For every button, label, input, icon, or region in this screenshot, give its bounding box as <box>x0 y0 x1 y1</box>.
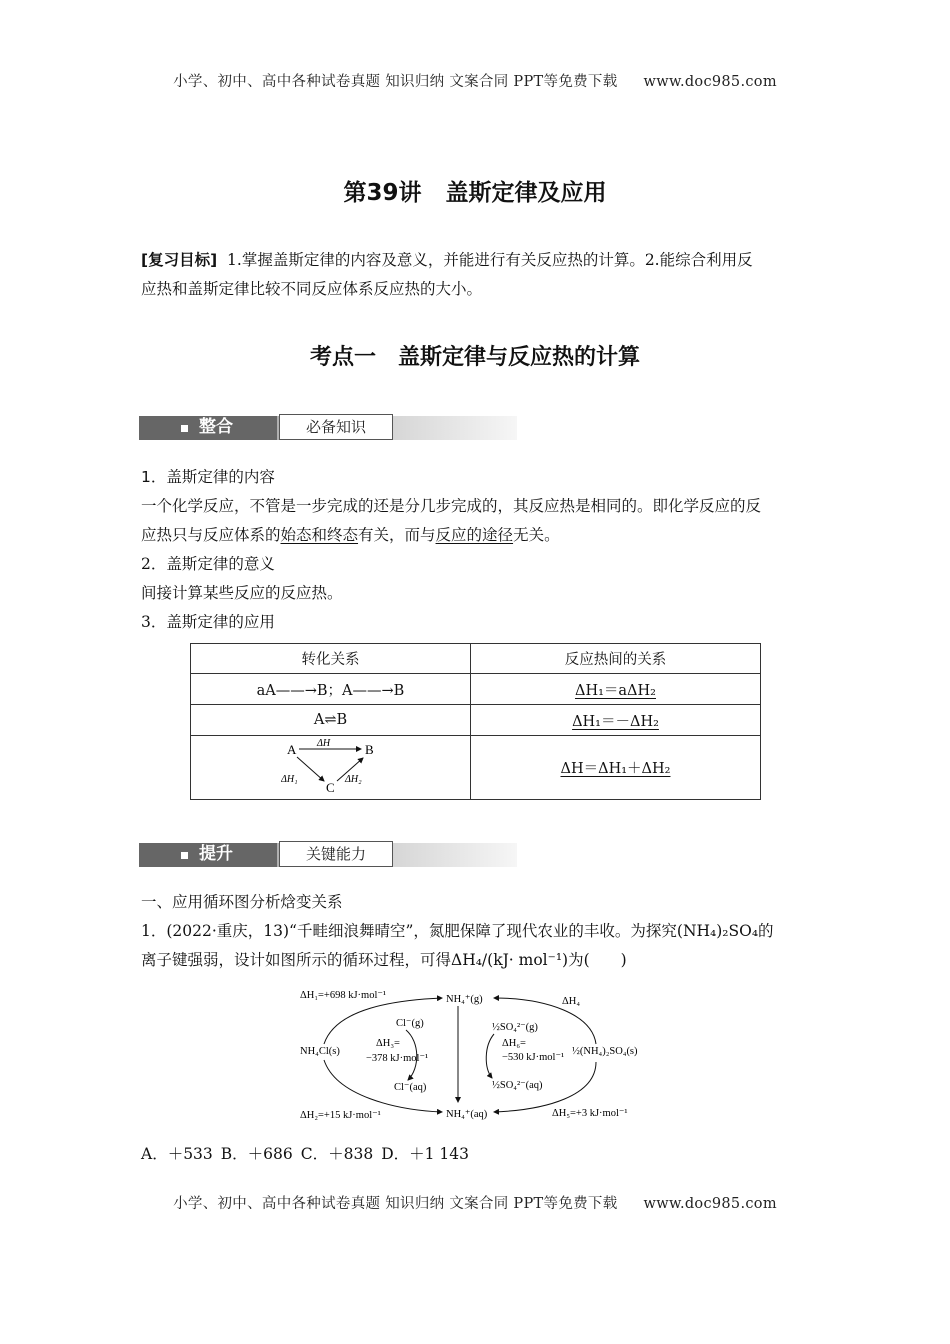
tri-dh: ΔH <box>316 737 330 749</box>
page-header <box>0 70 950 91</box>
cycle-dh6a: ΔH₆= <box>502 1038 526 1049</box>
cycle-dh3b: −378 kJ·mol⁻¹ <box>366 1053 429 1064</box>
title-topic: 盖斯定律及应用 <box>445 180 607 206</box>
review-goals <box>141 246 813 304</box>
p1-line1: 一个化学反应，不管是一步完成的还是分几步完成的，其反应热是相同的。即化学反应的反 <box>141 497 762 515</box>
banner-integrate <box>139 414 517 450</box>
section-title: 考点一 盖斯定律与反应热的计算 <box>309 345 640 370</box>
table-head-right: 反应热间的关系 <box>471 644 761 674</box>
question-line2: 离子键强弱，设计如图所示的循环过程，可得ΔH₄/(kJ· mol⁻¹)为( ) <box>141 951 627 969</box>
p1-text-e: 无关。 <box>513 526 560 544</box>
cycle-dh1: ΔH₁=+698 kJ·mol⁻¹ <box>300 990 387 1001</box>
cycle-dh2: ΔH₂=+15 kJ·mol⁻¹ <box>300 1110 381 1121</box>
header-site-text: 小学、初中、高中各种试卷真题 知识归纳 文案合同 PPT等免费下载 <box>173 74 618 90</box>
tri-c: C <box>325 779 335 795</box>
p2: 间接计算某些反应的反应热。 <box>141 584 343 602</box>
header-url[interactable]: www.doc985.com <box>643 74 777 90</box>
row2-right: ΔH₁＝－ΔH₂ <box>471 705 761 736</box>
cycle-clg: Cl⁻(g) <box>396 1018 424 1029</box>
tri-a: A <box>286 741 296 757</box>
heading-content: 1．盖斯定律的内容 <box>141 468 275 486</box>
cycle-dh3a: ΔH₃= <box>376 1038 400 1049</box>
review-line2: 应热和盖斯定律比较不同反应体系反应热的大小。 <box>141 280 483 298</box>
question-block <box>141 888 813 975</box>
knowledge-content <box>141 463 813 637</box>
answer-options <box>141 1140 813 1169</box>
p1-text-a: 应热只与反应体系的 <box>141 526 281 544</box>
row2-left: A⇌B <box>191 705 471 736</box>
row3-right: ΔH＝ΔH₁＋ΔH₂ <box>471 736 761 800</box>
banner-improve <box>139 841 517 877</box>
heading-meaning: 2．盖斯定律的意义 <box>141 555 275 573</box>
heading-application: 3．盖斯定律的应用 <box>141 613 275 631</box>
relation-table <box>190 643 761 800</box>
option-d[interactable]: D．＋1 143 <box>381 1145 470 1163</box>
cycle-nh4g: NH₄⁺(g) <box>446 994 483 1005</box>
tri-dh1: ΔH₁ <box>280 773 298 785</box>
page-title <box>0 174 950 207</box>
cycle-diagram <box>296 984 656 1124</box>
cycle-nh4cl: NH₄Cl(s) <box>300 1046 340 1057</box>
option-c[interactable]: C．＋838 <box>300 1145 374 1163</box>
p1-underline-path: 反应的途径 <box>435 526 514 544</box>
p1-line2 <box>141 521 813 550</box>
p1-underline-state: 始态和终态 <box>280 526 359 544</box>
cycle-nh42so4: ½(NH₄)₂SO₄(s) <box>572 1046 638 1057</box>
option-b[interactable]: B．＋686 <box>220 1145 293 1163</box>
row1-right: ΔH₁＝aΔH₂ <box>471 674 761 705</box>
cycle-dh4: ΔH₄ <box>562 996 580 1007</box>
cycle-dh5: ΔH₅=+3 kJ·mol⁻¹ <box>552 1108 628 1119</box>
row3-left <box>191 736 471 800</box>
footer-url[interactable]: www.doc985.com <box>643 1196 777 1212</box>
footer-site-text: 小学、初中、高中各种试卷真题 知识归纳 文案合同 PPT等免费下载 <box>173 1196 618 1212</box>
banner-integrate-box: 必备知识 <box>279 414 393 440</box>
banner-improve-box: 关键能力 <box>279 841 393 867</box>
question-line1: 1．(2022·重庆，13)“千畦细浪舞晴空”，氮肥保障了现代农业的丰收。为探究(NH₄)₂SO₄的 <box>141 922 774 940</box>
review-label: [复习目标] <box>141 251 218 269</box>
option-a[interactable]: A．＋533 <box>141 1145 213 1163</box>
tri-dh2: ΔH₂ <box>344 773 362 785</box>
cycle-nh4aq: NH₄⁺(aq) <box>446 1109 488 1120</box>
triangle-diagram <box>281 737 381 799</box>
tri-b: B <box>364 741 374 757</box>
review-line1: 1.掌握盖斯定律的内容及意义，并能进行有关反应热的计算。2.能综合利用反 <box>227 251 753 269</box>
title-lecture: 第39讲 <box>343 180 422 206</box>
cycle-so4aq: ½SO₄²⁻(aq) <box>492 1080 543 1091</box>
cycle-claq: Cl⁻(aq) <box>394 1082 427 1093</box>
cycle-so4g: ½SO₄²⁻(g) <box>492 1022 538 1033</box>
banner-integrate-label: 整合 <box>199 417 233 437</box>
p1-text-c: 有关，而与 <box>358 526 436 544</box>
row1-left: aA——→B；A——→B <box>191 674 471 705</box>
page-footer <box>0 1192 950 1213</box>
part-heading: 一、应用循环图分析焓变关系 <box>141 893 343 911</box>
banner-improve-label: 提升 <box>199 844 233 864</box>
cycle-dh6b: −530 kJ·mol⁻¹ <box>502 1052 565 1063</box>
table-head-left: 转化关系 <box>191 644 471 674</box>
